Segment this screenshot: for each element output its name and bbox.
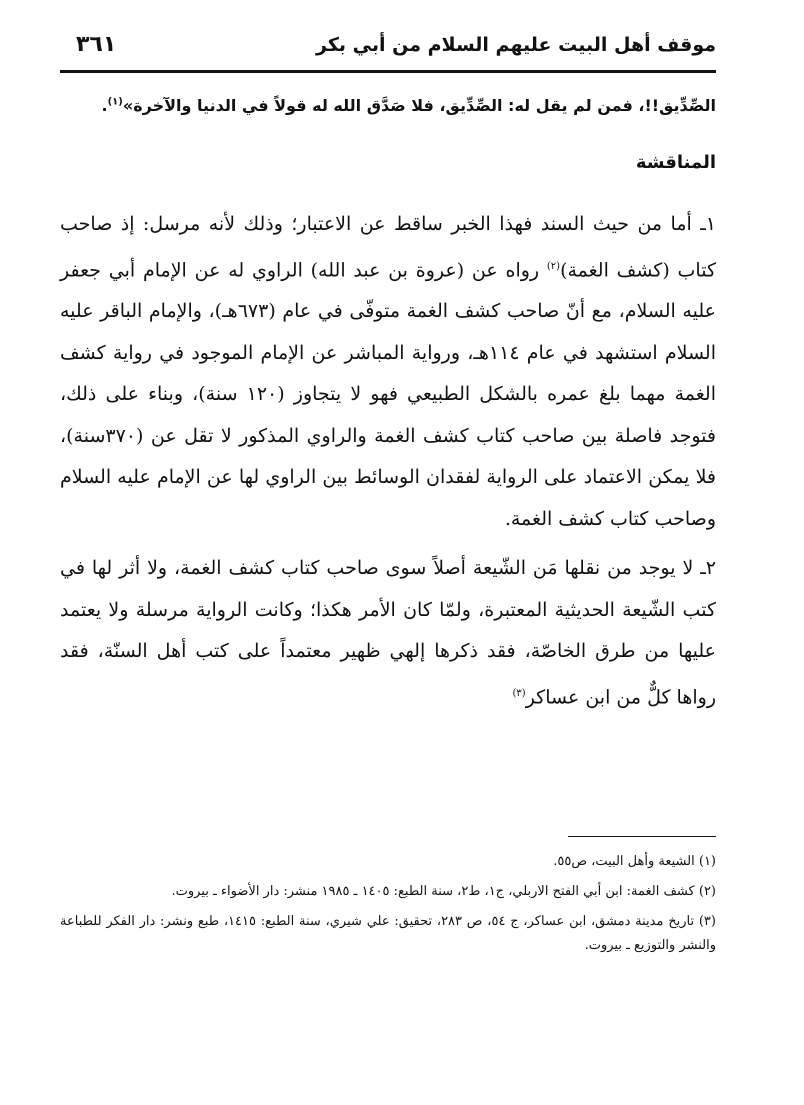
intro-line-text: الصِّدِّيق!!، فمن لم يقل له: الصِّدِّيق، فلا صَدَّق الله له قولاً في الدنيا والآخرة» (122, 96, 716, 115)
running-title: موقف أهل البيت عليهم السلام من أبي بكر (316, 34, 716, 56)
footnote-1: (١) الشيعة وأهل البيت، ص٥٥. (553, 854, 716, 869)
footnote-ref-3: (٣) (512, 687, 526, 699)
paragraph-2 (60, 548, 716, 718)
footnote-separator (568, 836, 716, 837)
page-number: ٣٦١ (76, 32, 117, 57)
paragraph-2-text: ٢ـ لا يوجد من نقلها مَن الشّيعة أصلاً سوى صاحب كتاب كشف الغمة، ولا أثر لها في كتب الشّيعة الحديثية المعتبرة، ولمّا كان الأمر هكذا؛ وكانت الرواية مرسلة ولا يعتمد عليها من طرق الخاصّة، فقد ذكرها إلهي ظهير معتمداً على كتب أهل السنّة، فقد رواها كلٌّ من ابن عساكر (60, 557, 716, 709)
footnotes (60, 850, 716, 958)
page (60, 0, 716, 1105)
body-text (60, 204, 716, 719)
running-header (60, 30, 716, 73)
paragraph-1 (60, 204, 716, 540)
section-heading: المناقشة (635, 152, 716, 173)
paragraph-1-text: ١ـ أما من حيث السند فهذا الخبر ساقط عن الاعتبار؛ وذلك لأنه مرسل: إذ صاحب كتاب (كشف الغمة) (60, 213, 716, 281)
paragraph-1-text-after: رواه عن (عروة بن عبد الله) الراوي له عن الإمام أبي جعفر عليه السلام، مع أنّ صاحب كشف الغمة متوفّى في عام (٦٧٣هـ)، والإمام الباقر عليه السلام استشهد في عام ١١٤هـ، ورواية المباشر عن الإمام الموجود في رواية كشف الغمة مهما بلغ عمره بالشكل الطبيعي فهو لا يتجاوز (١٢٠ سنة)، وبناء على ذلك، فتوجد فاصلة بين صاحب كتاب كشف الغمة والراوي المذكور لا تقل عن (٣٧٠سنة)، فلا يمكن الاعتماد على الرواية لفقدان الوسائط بين الراوي لها عن الإمام عليه السلام وصاحب كتاب كشف الغمة. (60, 258, 716, 530)
footnote-ref-1: (١) (107, 96, 123, 108)
footnote-3: (٣) تاريخ مدينة دمشق، ابن عساكر، ج ٥٤، ص ٢٨٣، تحقيق: علي شيري، سنة الطبع: ١٤١٥، طبع ونشر: دار الفكر للطباعة والنشر والتوزيع ـ بيروت. (60, 914, 716, 953)
footnote-ref-2: (٢) (546, 260, 561, 272)
intro-line: الصِّدِّيق!!، فمن لم يقل له: الصِّدِّيق، فلا صَدَّق الله له قولاً في الدنيا والآخرة»$^{(١)}$. (101, 96, 716, 115)
footnote-2: (٢) كشف الغمة: ابن أبي الفتح الاربلي، ج١، ط٢، سنة الطبع: ١٤٠٥ ـ ١٩٨٥ منشر: دار الأضواء ـ بيروت. (171, 884, 716, 899)
